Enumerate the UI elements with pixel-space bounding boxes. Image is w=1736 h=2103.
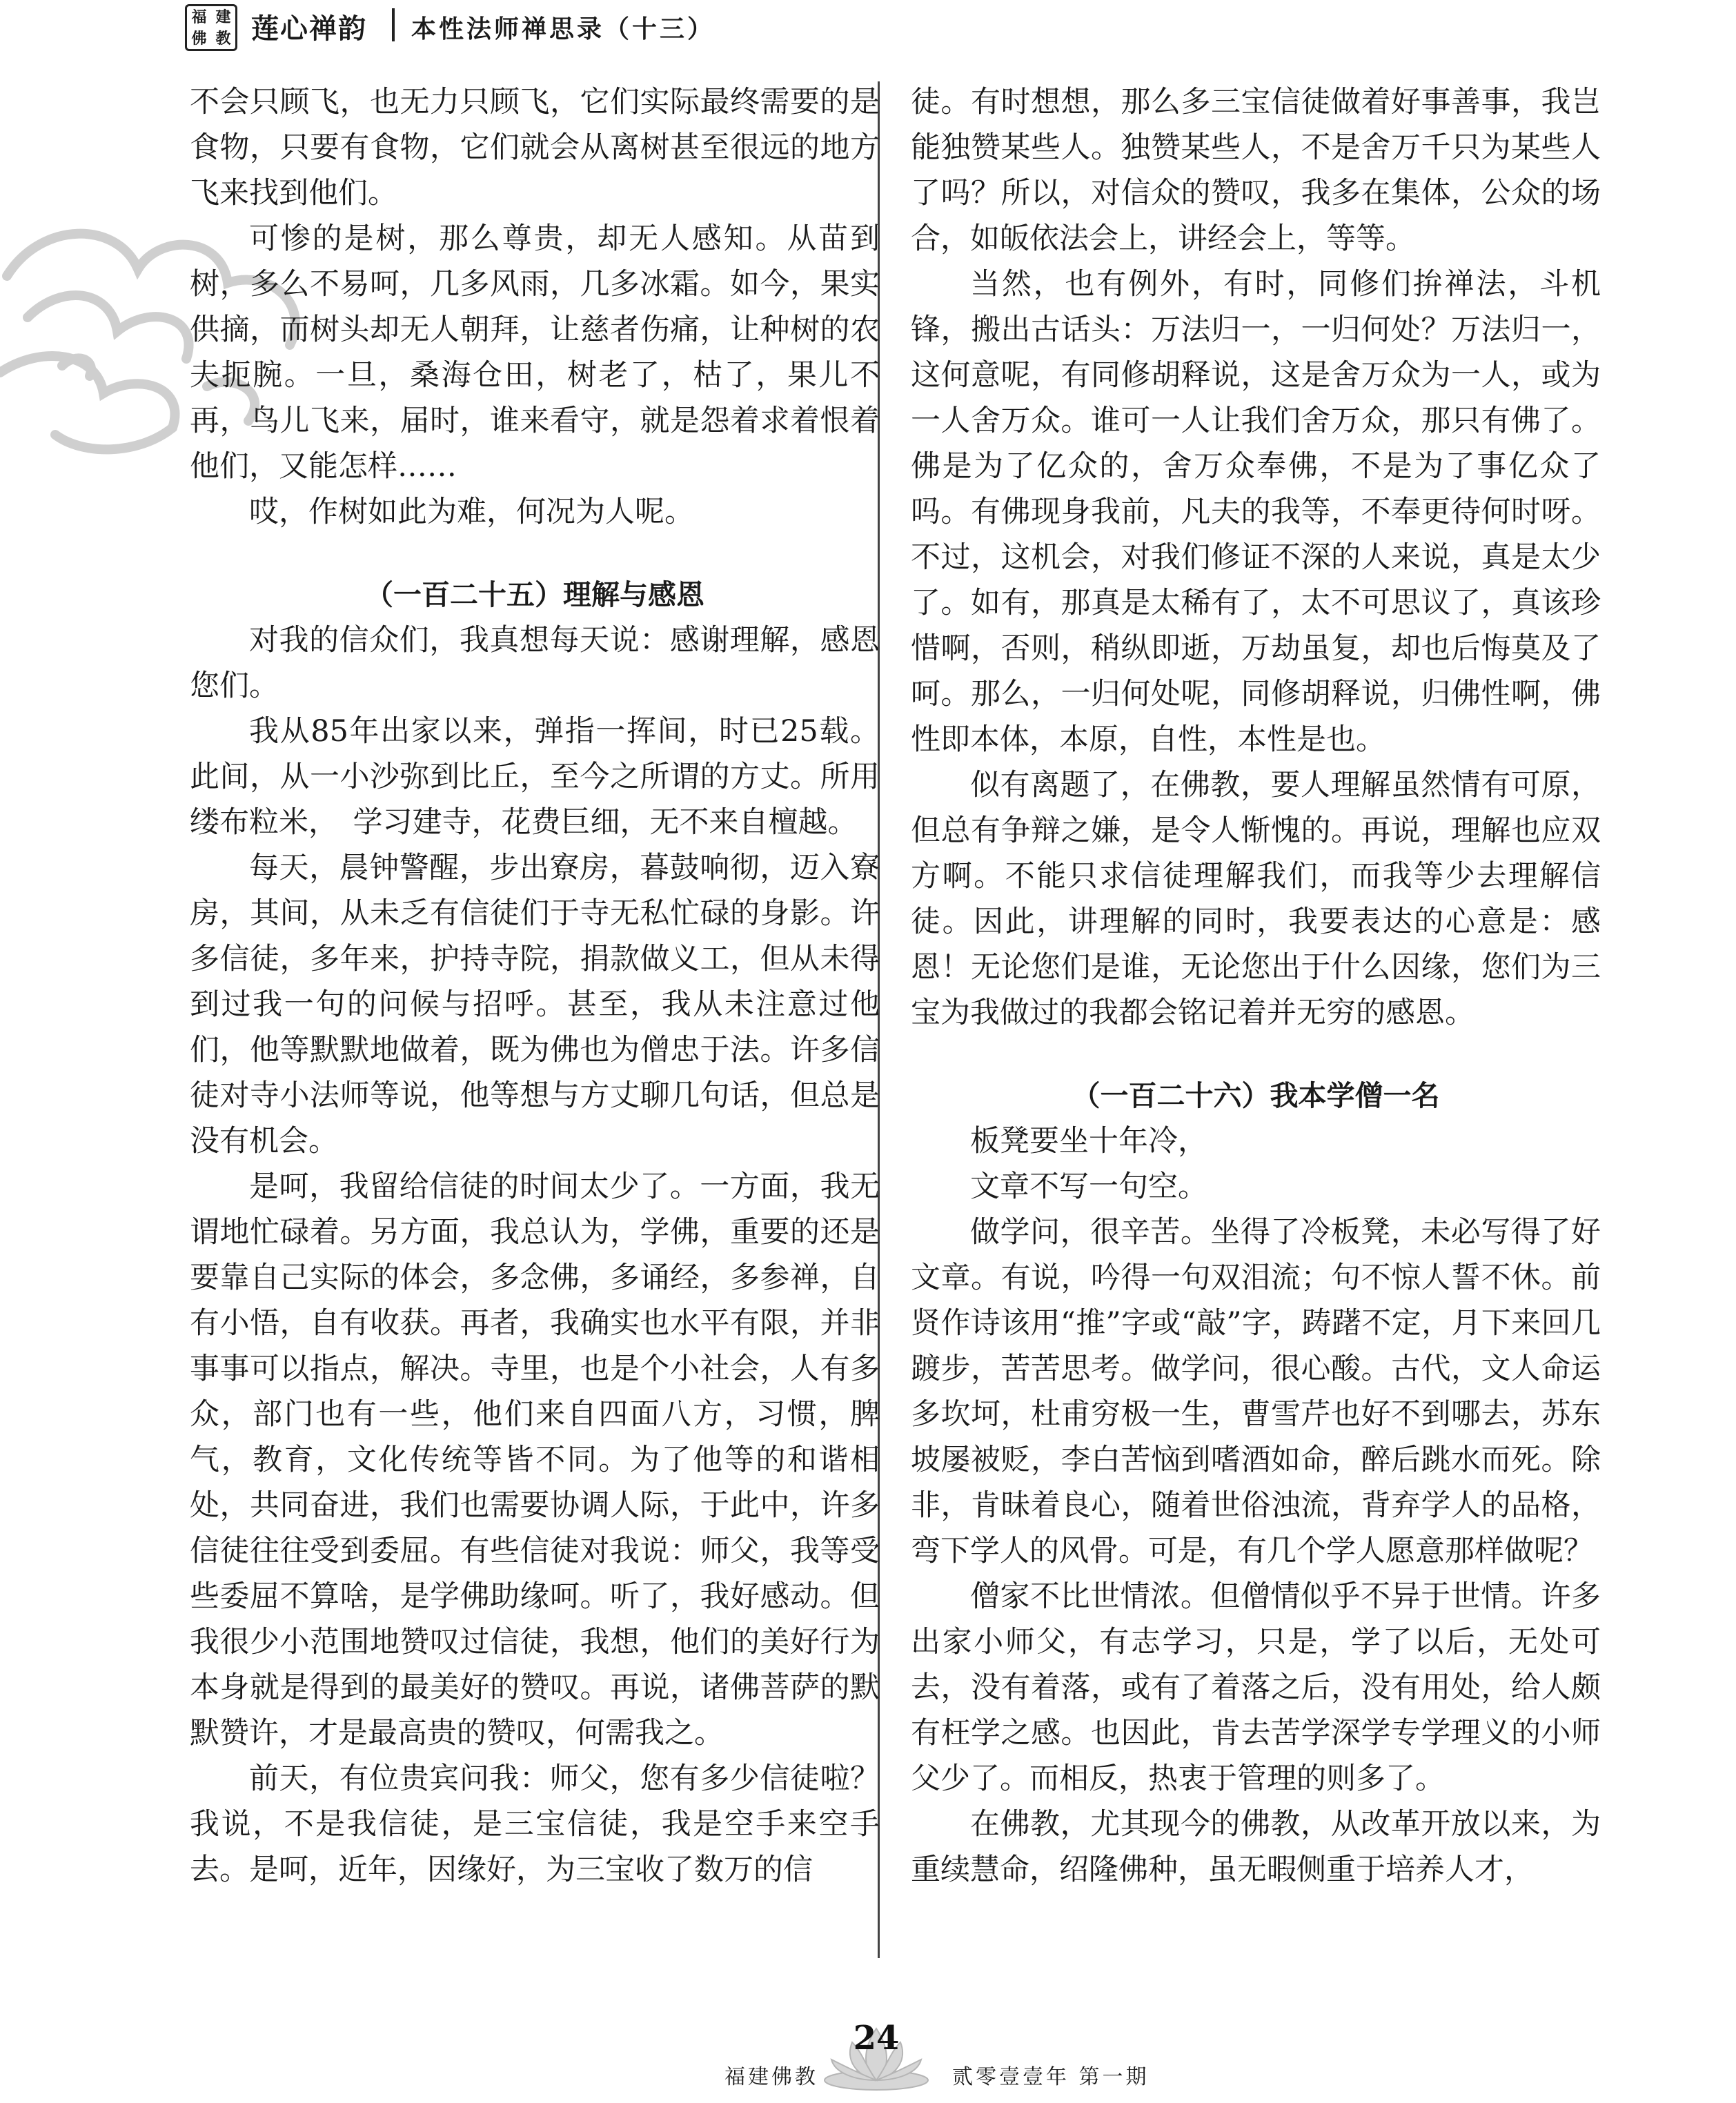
seal-char: 教 — [215, 29, 231, 48]
series-title: 本性法师禅思录（十三） — [411, 14, 716, 43]
page-number: 24 — [853, 2019, 900, 2057]
page-header — [185, 0, 944, 51]
paragraph: 哎，作树如此为难，何况为人呢。 — [249, 495, 694, 529]
section-heading: （一百二十五）理解与感恩 — [365, 578, 704, 611]
section-heading: （一百二十六）我本学僧一名 — [1072, 1079, 1440, 1112]
paragraph: 徒。有时想想，那么多三宝信徒做着好事善事，我岂能独赞某些人。独赞某些人，不是舍万千只为某些人了吗？所以，对信众的赞叹，我多在集体，公众的场合，如皈依法会上，讲经会上，等等。 — [911, 85, 1601, 256]
right-column — [911, 79, 1601, 1893]
magazine-name: 福建佛教 — [724, 2065, 818, 2089]
paragraph: 对我的信众们，我真想每天说：感谢理解，感恩您们。 — [190, 623, 880, 703]
seal-char: 佛 — [191, 29, 207, 48]
magazine-seal-logo — [185, 4, 237, 51]
poem-line: 板凳要坐十年冷， — [970, 1124, 1207, 1158]
header-separator — [392, 8, 395, 41]
seal-char: 福 — [191, 8, 207, 26]
seal-char: 建 — [215, 8, 231, 26]
paragraph: 不会只顾飞，也无力只顾飞，它们实际最终需要的是食物，只要有食物，它们就会从离树甚至很远的地方飞来找到他们。 — [190, 85, 880, 210]
poem-line: 文章不写一句空。 — [970, 1169, 1207, 1204]
paragraph: 可惨的是树，那么尊贵，却无人感知。从苗到树，多么不易呵，几多风雨，几多冰霜。如今，果实供摘，而树头却无人朝拜，让慈者伤痛，让种树的农夫扼腕。一旦，桑海仓田，树老了，枯了，果儿不再，鸟儿飞来，届时，谁来看守，就是怨着求着恨着他们，又能怎样…… — [190, 221, 880, 484]
paragraph: 似有离题了，在佛教，要人理解虽然情有可原，但总有争辩之嫌，是令人惭愧的。再说，理解也应双方啊。不能只求信徒理解我们，而我等少去理解信徒。因此，讲理解的同时，我要表达的心意是：感恩！无论您们是谁，无论您出于什么因缘，您们为三宝为我做过的我都会铭记着并无穷的感恩。 — [911, 768, 1601, 1030]
paragraph: 做学问，很辛苦。坐得了冷板凳，未必写得了好文章。有说，吟得一句双泪流；句不惊人誓不休。前贤作诗该用“推”字或“敲”字，踌躇不定，月下来回几踱步，苦苦思考。做学问，很心酸。古代，文人命运多坎坷，杜甫穷极一生，曹雪芹也好不到哪去，苏东坡屡被贬，李白苦恼到嗜酒如命，醉后跳水而死。除非，肯昧着良心，随着世俗浊流，背弃学人的品格，弯下学人的风骨。可是，有几个学人愿意那样做呢？ — [911, 1215, 1601, 1568]
paragraph: 僧家不比世情浓。但僧情似乎不异于世情。许多出家小师父，有志学习，只是，学了以后，无处可去，没有着落，或有了着落之后，没有用处，给人颇有枉学之感。也因此，肯去苦学深学专学理义的小师父少了。而相反，热衷于管理的则多了。 — [911, 1579, 1601, 1796]
paragraph: 是呵，我留给信徒的时间太少了。一方面，我无谓地忙碌着。另方面，我总认为，学佛，重要的还是要靠自己实际的体会，多念佛，多诵经，多参禅，自有小悟，自有收获。再者，我确实也水平有限，并非事事可以指点，解决。寺里，也是个小社会，人有多众，部门也有一些，他们来自四面八方，习惯，脾气，教育，文化传统等皆不同。为了他等的和谐相处，共同奋进，我们也需要协调人际，于此中，许多信徒往往受到委屈。有些信徒对我说：师父，我等受些委屈不算啥，是学佛助缘呵。听了，我好感动。但我很少小范围地赞叹过信徒，我想，他们的美好行为本身就是得到的最美好的赞叹。再说，诸佛菩萨的默默赞许，才是最高贵的赞叹，何需我之。 — [190, 1169, 880, 1750]
paragraph: 我从85年出家以来，弹指一挥间，时已25载。此间，从一小沙弥到比丘，至今之所谓的方丈。所用缕布粒米， 学习建寺，花费巨细，无不来自檀越。 — [190, 714, 880, 840]
paragraph: 前天，有位贵宾问我：师父，您有多少信徒啦？我说，不是我信徒，是三宝信徒，我是空手来空手去。是呵，近年，因缘好，为三宝收了数万的信 — [190, 1761, 880, 1887]
paragraph: 每天，晨钟警醒，步出寮房，暮鼓响彻，迈入寮房，其间，从未乏有信徒们于寺无私忙碌的身影。许多信徒，多年来，护持寺院，捐款做义工，但从未得到过我一句的问候与招呼。甚至，我从未注意过他们，他等默默地做着，既为佛也为僧忠于法。许多信徒对寺小法师等说，他等想与方丈聊几句话，但总是没有机会。 — [190, 851, 880, 1158]
issue-label: 贰零壹壹年 第一期 — [952, 2065, 1150, 2089]
left-column — [190, 79, 880, 1893]
paragraph: 当然，也有例外，有时，同修们拚禅法，斗机锋，搬出古话头：万法归一，一归何处？万法归一，这何意呢，有同修胡释说，这是舍万众为一人，或为一人舍万众。谁可一人让我们舍万众，那只有佛了。佛是为了亿众的，舍万众奉佛，不是为了事亿众了吗。有佛现身我前，凡夫的我等，不奉更待何时呀。不过，这机会，对我们修证不深的人来说，真是太少了。如有，那真是太稀有了，太不可思议了，真该珍惜啊，否则，稍纵即逝，万劫虽复，却也后悔莫及了呵。那么，一归何处呢，同修胡释说，归佛性啊，佛性即本体，本原，自性，本性是也。 — [911, 267, 1601, 757]
paragraph: 在佛教，尤其现今的佛教，从改革开放以来，为重续慧命，绍隆佛种，虽无暇侧重于培养人才， — [911, 1807, 1601, 1887]
column-title: 莲心禅韵 — [251, 13, 367, 45]
page-footer — [0, 2015, 1736, 2103]
